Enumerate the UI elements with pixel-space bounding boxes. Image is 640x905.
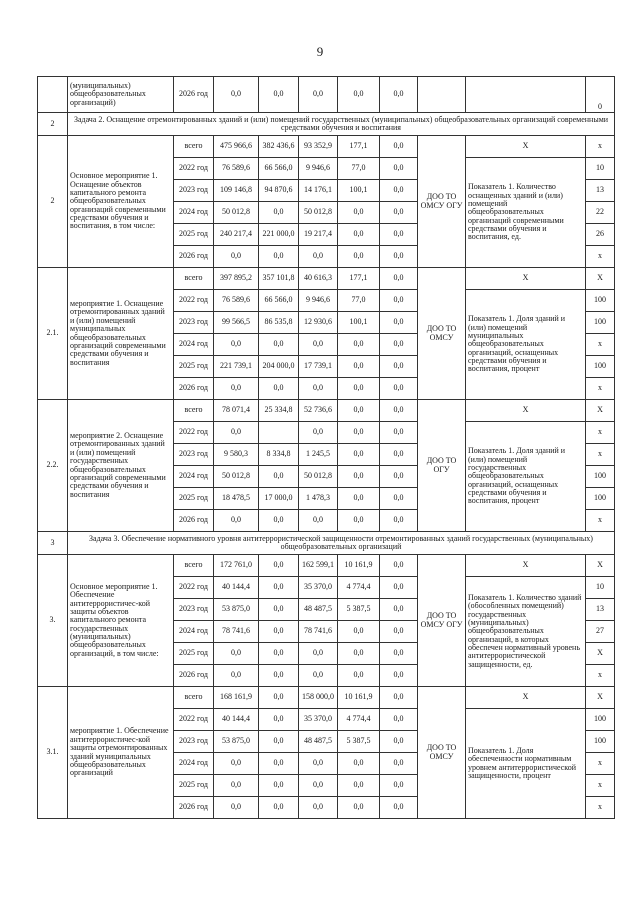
executor-cell: ДОО ТО ОГУ [418, 400, 466, 532]
year-cell: 2024 год [174, 466, 214, 488]
value-cell: 0,0 [380, 136, 418, 158]
value-cell: 0,0 [214, 77, 259, 113]
target-value: 100 [586, 709, 615, 731]
value-cell: 12 930,6 [299, 312, 338, 334]
year-cell: всего [174, 555, 214, 577]
indicator-text: Показатель 1. Доля зданий и (или) помещений муниципальных общеобразовательных организаций, оснащенных средствами обучения и воспитания, процент [466, 290, 586, 400]
value-cell: 94 870,6 [259, 180, 299, 202]
row-code: 2.1. [38, 268, 68, 400]
value-cell: 5 387,5 [338, 599, 380, 621]
target-value: 26 [586, 224, 615, 246]
value-cell: 1 478,3 [299, 488, 338, 510]
value-cell: 100,1 [338, 180, 380, 202]
year-cell: 2026 год [174, 665, 214, 687]
indicator-cell [466, 77, 586, 113]
value-cell: 109 146,8 [214, 180, 259, 202]
value-cell: 168 161,9 [214, 687, 259, 709]
value-cell: 9 946,6 [299, 158, 338, 180]
value-cell: 9 580,3 [214, 444, 259, 466]
value-cell: 0,0 [380, 753, 418, 775]
value-cell: 0,0 [259, 466, 299, 488]
year-cell: 2025 год [174, 488, 214, 510]
value-cell: 14 176,1 [299, 180, 338, 202]
target-value: X [586, 400, 615, 422]
value-cell: 0,0 [299, 334, 338, 356]
year-cell: всего [174, 268, 214, 290]
value-cell [259, 422, 299, 444]
value-cell: 0,0 [380, 643, 418, 665]
target-value: 13 [586, 180, 615, 202]
activity-label: Основное мероприятие 1. Оснащение объектов капитального ремонта общеобразовательных организаций современными средствами обучения и воспитания, в том числе: [68, 136, 174, 268]
value-cell: 0,0 [380, 555, 418, 577]
value-cell: 93 352,9 [299, 136, 338, 158]
table-row [38, 687, 615, 709]
value-cell: 357 101,8 [259, 268, 299, 290]
value-cell: 0,0 [214, 334, 259, 356]
year-cell: 2023 год [174, 731, 214, 753]
task-title: Задача 2. Оснащение отремонтированных зданий и (или) помещений государственных (муниципальных) общеобразовательных организаций современными средствами обучения и воспитания [68, 113, 615, 136]
value-cell: 240 217,4 [214, 224, 259, 246]
activity-label: мероприятие 1. Оснащение отремонтированных зданий и (или) помещений муниципальных общеобразовательных организаций современными средствами обучения и воспитания [68, 268, 174, 400]
activity-label: мероприятие 1. Обеспечение антитеррористичес-кой защиты отремонтированных зданий муниципальных общеобразовательных организаций [68, 687, 174, 819]
value-cell: 0,0 [380, 202, 418, 224]
year-cell: 2022 год [174, 577, 214, 599]
year-cell: 2024 год [174, 621, 214, 643]
value-cell: 17 000,0 [259, 488, 299, 510]
value-cell: 0,0 [380, 510, 418, 532]
value-cell: 0,0 [214, 753, 259, 775]
value-cell: 0,0 [259, 510, 299, 532]
value-cell: 4 774,4 [338, 577, 380, 599]
value-cell: 0,0 [259, 731, 299, 753]
year-cell: 2022 год [174, 158, 214, 180]
value-cell: 162 599,1 [299, 555, 338, 577]
value-cell: 0,0 [299, 246, 338, 268]
value-cell: 35 370,0 [299, 709, 338, 731]
value-cell: 40 144,4 [214, 709, 259, 731]
year-cell: всего [174, 400, 214, 422]
value-cell: 0,0 [338, 334, 380, 356]
value-cell: 0,0 [259, 334, 299, 356]
target-value: 10 [586, 577, 615, 599]
value-cell: 0,0 [259, 246, 299, 268]
row-code: 2.2. [38, 400, 68, 532]
value-cell: 0,0 [214, 378, 259, 400]
target-value: x [586, 378, 615, 400]
year-cell: 2023 год [174, 599, 214, 621]
value-cell: 8 334,8 [259, 444, 299, 466]
year-cell: 2022 год [174, 290, 214, 312]
value-cell: 0,0 [299, 510, 338, 532]
year-cell: 2026 год [174, 246, 214, 268]
value-cell: 99 566,5 [214, 312, 259, 334]
value-cell: 18 478,5 [214, 488, 259, 510]
value-cell: 78 741,6 [299, 621, 338, 643]
value-cell: 0,0 [380, 444, 418, 466]
value-cell: 0,0 [259, 202, 299, 224]
value-cell: 0,0 [380, 268, 418, 290]
target-value: 0 [586, 77, 615, 113]
value-cell: 0,0 [380, 77, 418, 113]
value-cell: 50 012,8 [299, 202, 338, 224]
value-cell: 0,0 [259, 665, 299, 687]
value-cell: 0,0 [338, 797, 380, 819]
table-row [38, 136, 615, 158]
year-cell: 2023 год [174, 180, 214, 202]
value-cell: 0,0 [380, 731, 418, 753]
value-cell: 4 774,4 [338, 709, 380, 731]
indicator-x: X [466, 687, 586, 709]
year-cell: 2024 год [174, 753, 214, 775]
task-title: Задача 3. Обеспечение нормативного уровня антитеррористической защищенности отремонтированных зданий государственных (муниципальных) общеобразовательных организаций [68, 532, 615, 555]
value-cell: 0,0 [214, 246, 259, 268]
value-cell: 0,0 [380, 687, 418, 709]
executor-cell: ДОО ТО ОМСУ ОГУ [418, 555, 466, 687]
table-row [38, 555, 615, 577]
target-value: x [586, 797, 615, 819]
value-cell: 0,0 [338, 224, 380, 246]
target-value: x [586, 422, 615, 444]
value-cell: 86 535,8 [259, 312, 299, 334]
year-cell: всего [174, 136, 214, 158]
value-cell: 0,0 [259, 77, 299, 113]
value-cell: 0,0 [259, 687, 299, 709]
value-cell: 53 875,0 [214, 731, 259, 753]
value-cell: 0,0 [380, 621, 418, 643]
value-cell: 5 387,5 [338, 731, 380, 753]
year-cell: 2025 год [174, 224, 214, 246]
executor-cell [418, 77, 466, 113]
value-cell: 0,0 [338, 466, 380, 488]
row-code: 2 [38, 136, 68, 268]
target-value: x [586, 334, 615, 356]
page-number: 9 [316, 44, 324, 59]
value-cell: 77,0 [338, 158, 380, 180]
row-code-cell [38, 77, 68, 113]
year-cell: 2024 год [174, 202, 214, 224]
target-value: x [586, 775, 615, 797]
value-cell: 0,0 [338, 400, 380, 422]
value-cell: 0,0 [214, 510, 259, 532]
value-cell: 40 616,3 [299, 268, 338, 290]
value-cell: 0,0 [338, 77, 380, 113]
value-cell: 0,0 [214, 422, 259, 444]
target-value: X [586, 687, 615, 709]
value-cell: 17 739,1 [299, 356, 338, 378]
target-value: 22 [586, 202, 615, 224]
value-cell: 0,0 [338, 621, 380, 643]
value-cell: 0,0 [259, 577, 299, 599]
value-cell: 221 739,1 [214, 356, 259, 378]
value-cell: 50 012,8 [214, 202, 259, 224]
value-cell: 10 161,9 [338, 555, 380, 577]
value-cell: 100,1 [338, 312, 380, 334]
value-cell: 0,0 [299, 643, 338, 665]
value-cell: 78 071,4 [214, 400, 259, 422]
value-cell: 0,0 [259, 797, 299, 819]
value-cell: 0,0 [380, 775, 418, 797]
target-value: 100 [586, 466, 615, 488]
value-cell: 0,0 [338, 202, 380, 224]
value-cell: 0,0 [380, 224, 418, 246]
value-cell: 0,0 [338, 510, 380, 532]
target-value: 13 [586, 599, 615, 621]
value-cell: 0,0 [338, 422, 380, 444]
executor-cell: ДОО ТО ОМСУ ОГУ [418, 136, 466, 268]
target-value: 100 [586, 290, 615, 312]
task-code: 2 [38, 113, 68, 136]
target-value: 100 [586, 312, 615, 334]
value-cell: 177,1 [338, 268, 380, 290]
target-value: x [586, 510, 615, 532]
value-cell: 0,0 [380, 400, 418, 422]
value-cell: 48 487,5 [299, 599, 338, 621]
activity-label: (муниципальных) общеобразовательных организаций) [68, 77, 174, 113]
value-cell: 35 370,0 [299, 577, 338, 599]
value-cell: 0,0 [380, 356, 418, 378]
value-cell: 0,0 [259, 621, 299, 643]
value-cell: 52 736,6 [299, 400, 338, 422]
value-cell: 48 487,5 [299, 731, 338, 753]
value-cell: 0,0 [338, 488, 380, 510]
value-cell: 0,0 [338, 378, 380, 400]
value-cell: 0,0 [259, 643, 299, 665]
value-cell: 0,0 [299, 753, 338, 775]
target-value: 100 [586, 731, 615, 753]
value-cell: 0,0 [380, 334, 418, 356]
year-cell: 2026 год [174, 378, 214, 400]
value-cell: 0,0 [380, 290, 418, 312]
value-cell: 0,0 [214, 797, 259, 819]
target-value: X [586, 643, 615, 665]
value-cell: 78 741,6 [214, 621, 259, 643]
value-cell: 0,0 [259, 753, 299, 775]
value-cell: 158 000,0 [299, 687, 338, 709]
indicator-text: Показатель 1. Доля обеспеченности нормативным уровнем антитеррористической защищенности, процент [466, 709, 586, 819]
value-cell: 0,0 [299, 378, 338, 400]
value-cell: 0,0 [299, 797, 338, 819]
indicator-x: X [466, 136, 586, 158]
value-cell: 25 334,8 [259, 400, 299, 422]
target-value: 10 [586, 158, 615, 180]
value-cell: 0,0 [380, 599, 418, 621]
target-value: 100 [586, 488, 615, 510]
value-cell: 0,0 [380, 466, 418, 488]
value-cell: 475 966,6 [214, 136, 259, 158]
value-cell: 0,0 [380, 246, 418, 268]
value-cell: 0,0 [380, 422, 418, 444]
value-cell: 10 161,9 [338, 687, 380, 709]
program-table [37, 76, 615, 819]
year-cell: всего [174, 687, 214, 709]
value-cell: 0,0 [380, 665, 418, 687]
value-cell: 50 012,8 [214, 466, 259, 488]
value-cell: 0,0 [214, 775, 259, 797]
value-cell: 0,0 [259, 775, 299, 797]
value-cell: 0,0 [338, 665, 380, 687]
value-cell: 0,0 [259, 555, 299, 577]
target-value: x [586, 136, 615, 158]
table-body [38, 77, 615, 819]
value-cell: 19 217,4 [299, 224, 338, 246]
value-cell: 0,0 [380, 797, 418, 819]
value-cell: 0,0 [299, 422, 338, 444]
value-cell: 66 566,0 [259, 158, 299, 180]
table-row [38, 400, 615, 422]
value-cell: 0,0 [338, 753, 380, 775]
value-cell: 177,1 [338, 136, 380, 158]
value-cell: 0,0 [299, 775, 338, 797]
value-cell: 0,0 [259, 709, 299, 731]
value-cell: 0,0 [380, 158, 418, 180]
value-cell: 221 000,0 [259, 224, 299, 246]
year-cell: 2026 год [174, 510, 214, 532]
value-cell: 204 000,0 [259, 356, 299, 378]
value-cell: 0,0 [299, 665, 338, 687]
row-code: 3.1. [38, 687, 68, 819]
target-value: 100 [586, 356, 615, 378]
value-cell: 53 875,0 [214, 599, 259, 621]
value-cell: 0,0 [380, 709, 418, 731]
activity-label: мероприятие 2. Оснащение отремонтированных зданий и (или) помещений государственных общеобразовательных организаций современными средствами обучения и воспитания [68, 400, 174, 532]
year-cell: 2026 год [174, 77, 214, 113]
value-cell: 0,0 [338, 444, 380, 466]
value-cell: 0,0 [380, 312, 418, 334]
value-cell: 397 895,2 [214, 268, 259, 290]
indicator-x: X [466, 555, 586, 577]
value-cell: 66 566,0 [259, 290, 299, 312]
value-cell: 1 245,5 [299, 444, 338, 466]
value-cell: 0,0 [338, 775, 380, 797]
value-cell: 50 012,8 [299, 466, 338, 488]
table-row [38, 77, 615, 113]
executor-cell: ДОО ТО ОМСУ [418, 687, 466, 819]
year-cell: 2023 год [174, 444, 214, 466]
indicator-text: Показатель 1. Количество оснащенных зданий и (или) помещений общеобразовательных организаций современными средствами обучения и воспитания, ед. [466, 158, 586, 268]
value-cell: 0,0 [338, 356, 380, 378]
executor-cell: ДОО ТО ОМСУ [418, 268, 466, 400]
year-cell: 2023 год [174, 312, 214, 334]
year-cell: 2022 год [174, 709, 214, 731]
value-cell: 40 144,4 [214, 577, 259, 599]
table-row [38, 268, 615, 290]
value-cell: 172 761,0 [214, 555, 259, 577]
activity-label: Основное мероприятие 1. Обеспечение антитеррористичес-кой защиты объектов капитального ремонта государственных (муниципальных) общеобразовательных организаций, в том числе: [68, 555, 174, 687]
year-cell: 2025 год [174, 356, 214, 378]
year-cell: 2024 год [174, 334, 214, 356]
value-cell: 0,0 [214, 643, 259, 665]
year-cell: 2025 год [174, 775, 214, 797]
value-cell: 0,0 [338, 643, 380, 665]
value-cell: 0,0 [380, 488, 418, 510]
value-cell: 0,0 [380, 378, 418, 400]
indicator-x: X [466, 268, 586, 290]
value-cell: 77,0 [338, 290, 380, 312]
value-cell: 76 589,6 [214, 158, 259, 180]
task-row [38, 113, 615, 136]
value-cell: 76 589,6 [214, 290, 259, 312]
value-cell: 0,0 [338, 246, 380, 268]
target-value: x [586, 246, 615, 268]
indicator-text: Показатель 1. Количество зданий (обособленных помещений) государственных (муниципальных) общеобразовательных организаций, в которых обеспечен нормативный уровень антитеррористической защищенности, ед. [466, 577, 586, 687]
task-code: 3 [38, 532, 68, 555]
target-value: 27 [586, 621, 615, 643]
indicator-x: X [466, 400, 586, 422]
target-value: x [586, 753, 615, 775]
year-cell: 2025 год [174, 643, 214, 665]
year-cell: 2022 год [174, 422, 214, 444]
target-value: X [586, 555, 615, 577]
value-cell: 0,0 [259, 378, 299, 400]
value-cell: 0,0 [259, 599, 299, 621]
value-cell: 0,0 [214, 665, 259, 687]
indicator-text: Показатель 1. Доля зданий и (или) помещений государственных общеобразовательных организаций, оснащенных средствами обучения и воспитания, процент [466, 422, 586, 532]
target-value: x [586, 665, 615, 687]
value-cell: 0,0 [380, 577, 418, 599]
row-code: 3. [38, 555, 68, 687]
target-value: x [586, 444, 615, 466]
value-cell: 9 946,6 [299, 290, 338, 312]
value-cell: 0,0 [380, 180, 418, 202]
value-cell: 382 436,6 [259, 136, 299, 158]
year-cell: 2026 год [174, 797, 214, 819]
target-value: X [586, 268, 615, 290]
value-cell: 0,0 [299, 77, 338, 113]
task-row [38, 532, 615, 555]
